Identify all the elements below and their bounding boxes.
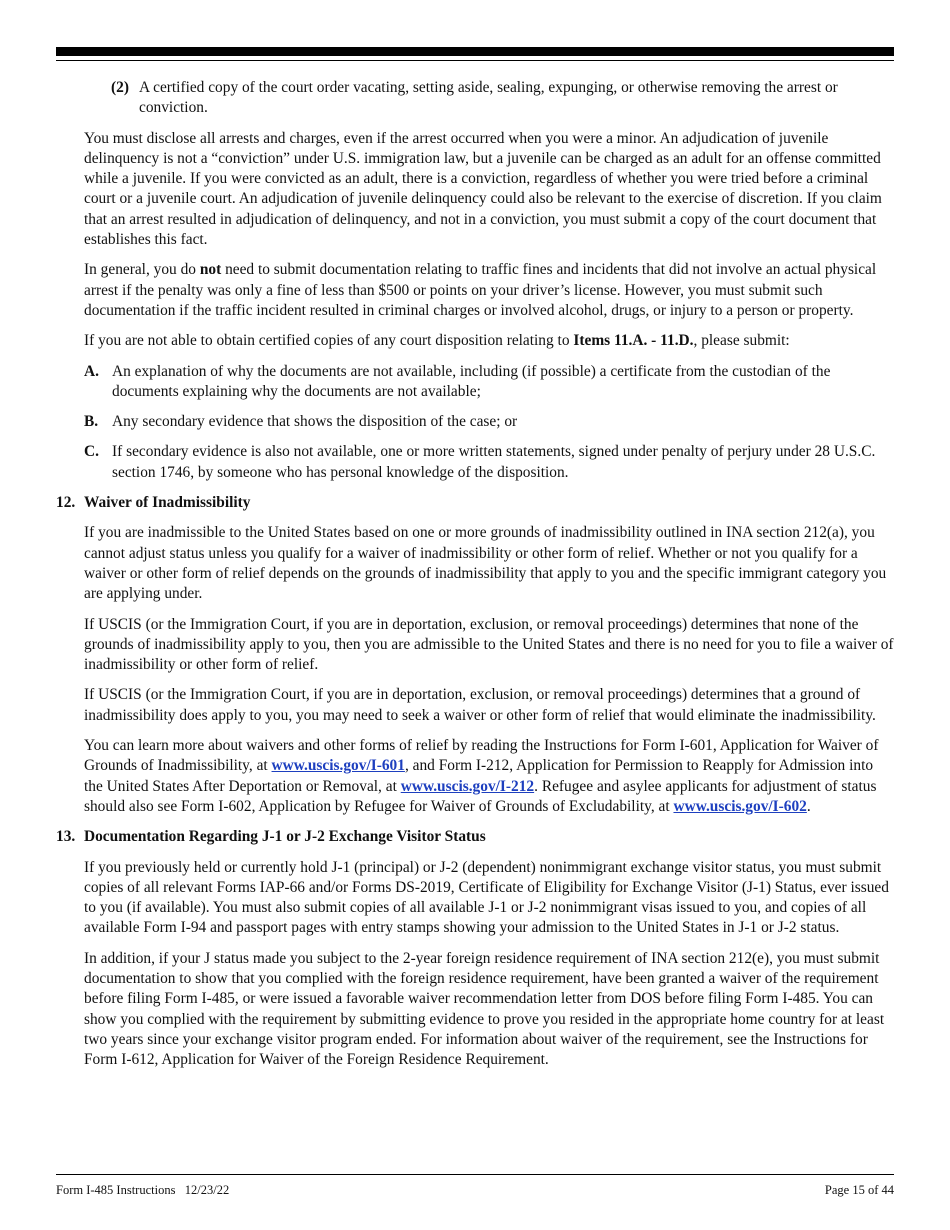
link-i212[interactable]: www.uscis.gov/I-212 (400, 777, 535, 795)
section-heading-13 (56, 827, 894, 847)
footer-form-id: Form I-485 Instructions 12/23/22 (56, 1183, 230, 1197)
link-i601[interactable]: www.uscis.gov/I-601 (271, 757, 405, 775)
paragraph-disclose: You must disclose all arrests and charges, even if the arrest occurred when you were a minor. An adjudication of juvenile delinquency is not a “conviction” under U.S. immigration law, but a juvenile can be charged as an adult for an offense committed while a juvenile. If you were convicted as an adult, there is a conviction, regardless of whether you were tried before a criminal court or a juvenile court. An adjudication of juvenile delinquency could also be relevant to the exercise of discretion. If you claim that an arrest resulted in adjudication of delinquency, and not in a conviction, you must submit a copy of the court document that establishes this fact. (84, 129, 882, 249)
section-title: Waiver of Inadmissibility (84, 494, 251, 512)
paragraph-traffic: In general, you do not need to submit documentation relating to traffic fines and incidents that did not involve an actual physical arrest if the penalty was only a fine of less than $500 or points on your driver’s license. However, you must submit such documentation if the traffic incident resulted in criminal charges or involved alcohol, drugs, or injury to a person or property. (84, 261, 877, 319)
section-number: 12. (56, 494, 76, 512)
list-item-c (84, 442, 894, 483)
section-heading-12 (56, 493, 894, 513)
page-content (56, 78, 894, 1080)
paragraph-certified: If you are not able to obtain certified copies of any court disposition relating to Items 11.A. - 11.D., please submit: (84, 332, 790, 350)
list-item-b (84, 412, 894, 432)
list-label: B. (84, 413, 99, 431)
paragraph-sec13-2: In addition, if your J status made you subject to the 2-year foreign residence requirement of INA section 212(e), you must submit documentation to show that you complied with the foreign residence requirement, have been granted a waiver of the requirement before filing Form I-485, or were issued a favorable waiver recommendation letter from DOS before filing Form I-485. You can show you complied with the requirement by submitting evidence to prove you resided in the appropriate home country for at least two years since your exchange visitor program ended. For information about waiver of the requirement, see the Instructions for Form I-612, Application for Waiver of the Foreign Residence Requirement. (84, 949, 885, 1069)
paragraph-sec12-4: You can learn more about waivers and other forms of relief by reading the Instructions for Form I-601, Application for Waiver of Grounds of Inadmissibility, at www.uscis.gov/I-601, and Form I-212, Application for Permission to Reapply for Admission into the United States After Deportation or Removal, at www.uscis.gov/I-212. Refugee and asylee applicants for adjustment of status should also see Form I-602, Application by Refugee for Waiver of Grounds of Excludability, at www.uscis.gov/I-602. (84, 737, 879, 815)
page-footer (56, 1183, 894, 1198)
list-text: If secondary evidence is also not available, one or more written statements, signed under penalty of perjury under 28 U.S.C. section 1746, by someone who has personal knowledge of the disposition. (112, 443, 876, 481)
link-i602[interactable]: www.uscis.gov/I-602 (673, 797, 807, 815)
list-item-2 (111, 78, 894, 119)
paragraph-sec13-1: If you previously held or currently hold J-1 (principal) or J-2 (dependent) nonimmigrant exchange visitor status, you must submit copies of all relevant Forms IAP-66 and/or Forms DS-2019, Certificate of Eligibility for Exchange Visitor (J-1) Status, ever issued to you (if available). You must also submit copies of all available J-1 or J-2 nonimmigrant visas issued to you, and copies of all available Form I-94 and passport pages with entry stamps showing your admission to the United States in J-1 or J-2 status. (84, 858, 889, 937)
list-label: C. (84, 443, 99, 461)
list-label: (2) (111, 79, 129, 96)
section-number: 13. (56, 828, 76, 846)
list-label: A. (84, 362, 99, 380)
paragraph-sec12-2: If USCIS (or the Immigration Court, if you are in deportation, exclusion, or removal proceedings) determines that none of the grounds of inadmissibility apply to you, then you are admissible to the United States and there is no need for you to file a waiver of inadmissibility or other form of relief. (84, 615, 894, 674)
list-item-a (84, 362, 894, 403)
paragraph-sec12-3: If USCIS (or the Immigration Court, if you are in deportation, exclusion, or removal proceedings) determines that a ground of inadmissibility does apply to you, you may need to seek a waiver or other form of relief that would eliminate the inadmissibility. (84, 686, 876, 724)
header-rule-thin (56, 60, 894, 61)
footer-rule (56, 1174, 894, 1175)
section-title: Documentation Regarding J-1 or J-2 Exchange Visitor Status (84, 828, 486, 846)
list-text: A certified copy of the court order vacating, setting aside, sealing, expunging, or otherwise removing the arrest or conviction. (139, 79, 838, 117)
footer-page-number: Page 15 of 44 (824, 1183, 894, 1197)
list-text: An explanation of why the documents are not available, including (if possible) a certificate from the custodian of the documents explaining why the documents are not available; (112, 362, 831, 400)
header-rule-thick (56, 47, 894, 56)
paragraph-sec12-1: If you are inadmissible to the United States based on one or more grounds of inadmissibility outlined in INA section 212(a), you cannot adjust status unless you qualify for a waiver of inadmissibility or other form of relief. Whether or not you qualify for a waiver or other form of relief depends on the grounds of inadmissibility that apply to you and the specific immigrant category you are applying under. (84, 524, 887, 603)
list-text: Any secondary evidence that shows the disposition of the case; or (112, 413, 518, 431)
